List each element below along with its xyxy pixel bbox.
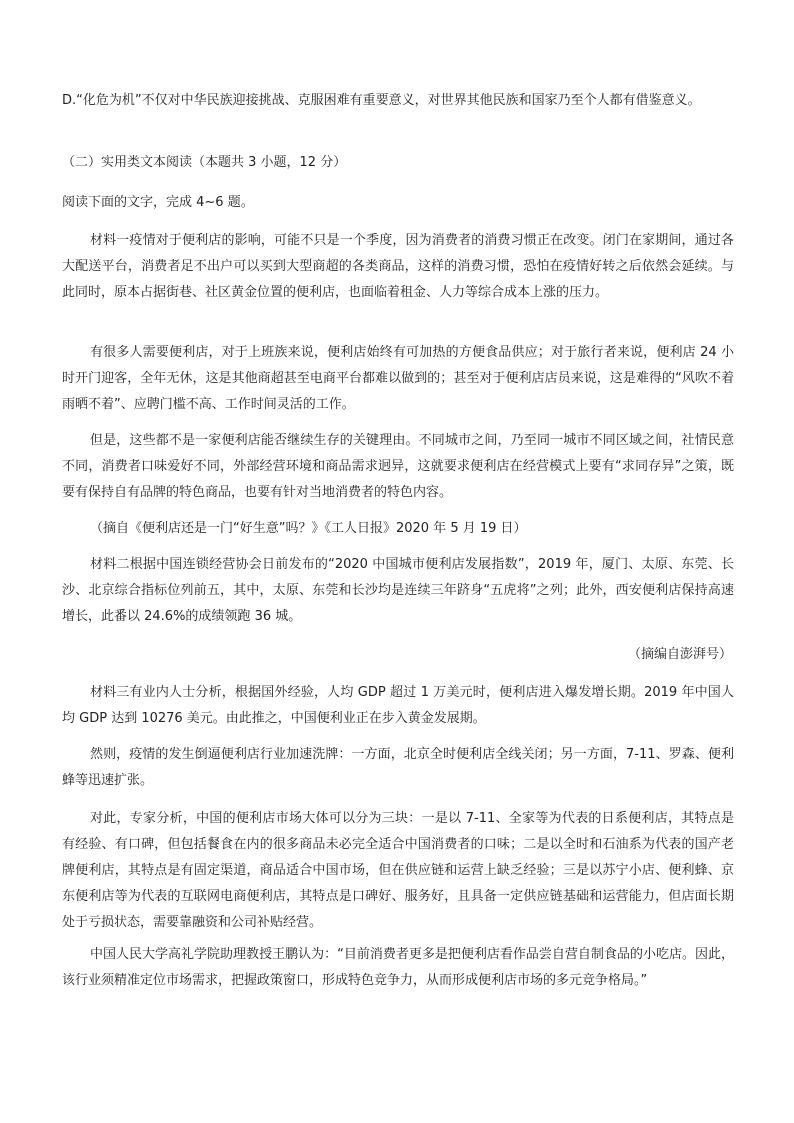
material-one-paragraph-3: 但是，这些都不是一家便利店能否继续生存的关键理由。不同城市之间，乃至同一城市不同区域之间，社情民意不同，消费者口味爱好不同，外部经营环境和商品需求迥异，这就要求便利店在经营模式上要有“求同存异”之策，既要有保持自有品牌的特色商品，也要有针对当地消费者的特色内容。 [62,433,734,500]
instruction: 阅读下面的文字，完成 4~6 题。 [62,195,254,210]
material-three-paragraph-1: 材料三有业内人士分析，根据国外经验，人均 GDP 超过 1 万美元时，便利店进入爆发增长期。2019 年中国人均 GDP 达到 10276 美元。由此推之，中国便利业正在步入黄金发展期。 [62,685,734,726]
material-one-paragraph-2: 有很多人需要便利店，对于上班族来说，便利店始终有可加热的方便食品供应；对于旅行者来说，便利店 24 小时开门迎客，全年无休，这是其他商超甚至电商平台都难以做到的；甚至对于便利店店员来说，这是难得的“风吹不着雨晒不着”、应聘门槛不高、工作时间灵活的工作。 [62,345,734,412]
material-two-paragraph: 材料二根据中国连锁经营协会日前发布的“2020 中国城市便利店发展指数”，2019 年，厦门、太原、东莞、长沙、北京综合指标位列前五，其中，太原、东莞和长沙均是连续三年跻身“五虎将”之列；此外，西安便利店保持高速增长，此番以 24.6%的成绩领跑 36 城。 [62,557,734,624]
material-one-paragraph-1: 材料一疫情对于便利店的影响，可能不只是一个季度，因为消费者的消费习惯正在改变。闭门在家期间，通过各大配送平台，消费者足不出户可以买到大型商超的各类商品，这样的消费习惯，恐怕在疫情好转之后依然会延续。与此同时，原本占据街巷、社区黄金位置的便利店，也面临着租金、人力等综合成本上涨的压力。 [62,233,734,300]
material-one-source: （摘自《便利店还是一门“好生意”吗？》《工人日报》2020 年 5 月 19 日） [90,521,527,536]
section-heading: （二）实用类文本阅读（本题共 3 小题，12 分） [62,155,347,170]
option-d: D.“化危为机”不仅对中华民族迎接挑战、克服困难有重要意义，对世界其他民族和国家乃至个人都有借鉴意义。 [62,93,701,108]
material-three-paragraph-4: 中国人民大学高礼学院助理教授王鹏认为：“目前消费者更多是把便利店看作品尝自营自制食品的小吃店。因此，该行业须精准定位市场需求，把握政策窗口，形成特色竞争力，从而形成便利店市场的多元竞争格局。” [62,947,734,988]
material-three-paragraph-3: 对此，专家分析，中国的便利店市场大体可以分为三块：一是以 7-11、全家等为代表的日系便利店，其特点是有经验、有口碑，但包括餐食在内的很多商品未必完全适合中国消费者的口味；二是以全时和石油系为代表的国产老牌便利店，其特点是有固定渠道，商品适合中国市场，但在供应链和运营上缺乏经验；三是以苏宁小店、便利蜂、京东便利店等为代表的互联网电商便利店，其特点是口碑好、服务好，且具备一定供应链基础和运营能力，但店面长期处于亏损状态，需要靠融资和公司补贴经营。 [62,811,734,930]
material-two-source: （摘编自澎湃号） [627,647,732,662]
material-three-paragraph-2: 然则，疫情的发生倒逼便利店行业加速洗牌：一方面，北京全时便利店全线关闭；另一方面，7-11、罗森、便利蜂等迅速扩张。 [62,747,734,788]
